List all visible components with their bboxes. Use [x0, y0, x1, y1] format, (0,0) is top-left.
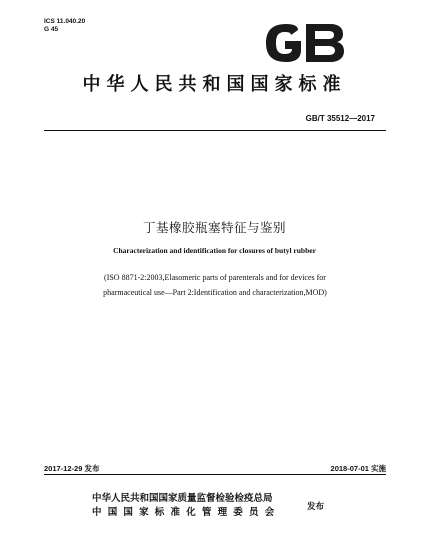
- issuing-bodies: [92, 492, 280, 520]
- iso-reference: [60, 270, 370, 300]
- gb-logo-b-glyph: [306, 24, 344, 62]
- english-title: Characterization and identification for closures of butyl rubber: [113, 246, 316, 255]
- ccs-code: G 45: [44, 26, 59, 33]
- issue-label: 发布: [307, 502, 325, 512]
- iso-reference-line-1: (ISO 8871-2:2003,Elasomeric parts of parenterals and for devices for: [104, 273, 326, 282]
- top-divider: [44, 130, 386, 131]
- publish-date: 2017-12-29 发布: [44, 464, 100, 473]
- gb-logo-g-glyph: [266, 24, 301, 62]
- iso-reference-line-2: pharmaceutical use—Part 2:Identification and characterization,MOD): [103, 288, 327, 297]
- issuer-aqsiq: 中华人民共和国国家质量监督检验检疫总局: [92, 493, 273, 504]
- gb-logo: [264, 22, 346, 64]
- implementation-date: 2018-07-01 实施: [330, 464, 386, 473]
- issuer-sac: 中国国家标准化管理委员会: [92, 507, 281, 518]
- classification-codes: [44, 18, 85, 34]
- ics-code: ICS 11.040.20: [44, 18, 86, 25]
- standard-number: GB/T 35512—2017: [305, 114, 375, 123]
- national-standard-title: 中华人民共和国国家标准: [82, 74, 347, 95]
- chinese-title: 丁基橡胶瓶塞特征与鉴别: [142, 220, 286, 235]
- bottom-divider: [44, 474, 386, 475]
